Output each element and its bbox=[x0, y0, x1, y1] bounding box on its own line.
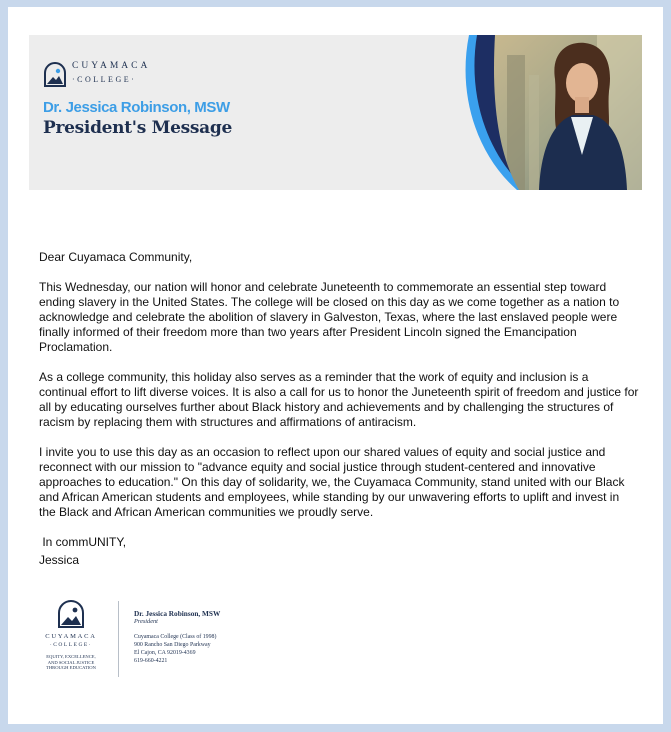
signature-role: President bbox=[134, 618, 158, 625]
banner-title: President's Message bbox=[43, 118, 232, 138]
signature-logo-subtitle: ·COLLEGE· bbox=[49, 642, 93, 648]
signature-tagline bbox=[32, 654, 110, 671]
letter-body bbox=[39, 250, 639, 583]
tagline-line: AND SOCIAL JUSTICE bbox=[47, 659, 95, 665]
paragraph-2: As a college community, this holiday also serves as a reminder that the work of equity and inclusion is a continual effort to lift diverse voices. It is also a call for us to honor the Juneteenth spirit of freedom and justice for all by educating ourselves further about Black history and achievements and by challenging the structures of racism by replacing them with structures and affirmations of antiracism. bbox=[39, 370, 639, 429]
closing-text: In commUNITY, bbox=[42, 535, 127, 549]
greeting: Dear Cuyamaca Community, bbox=[39, 250, 193, 264]
signature-name: Dr. Jessica Robinson, MSW bbox=[134, 609, 221, 618]
signature-line: 900 Rancho San Diego Parkway bbox=[134, 642, 211, 648]
header-banner bbox=[29, 35, 642, 190]
email-signature bbox=[32, 599, 272, 679]
signature-info bbox=[134, 609, 274, 665]
college-logo-icon bbox=[49, 599, 93, 629]
tagline-line: THROUGH EDUCATION bbox=[46, 665, 96, 671]
paragraph-3: I invite you to use this day as an occasion to reflect upon our shared values of equity and social justice and reconnect with our mission to "advance equity and social justice through student-centered and innovative approaches to education." On this day of solidarity, we, the Cuyamaca Community, stand united with our Black and African American students and employees, while standing by our unwavering efforts to uplift and invest in the Black and African American communities we proudly serve. bbox=[39, 445, 625, 519]
signature-divider bbox=[118, 601, 119, 677]
signoff: Jessica bbox=[39, 553, 80, 567]
tagline-line: EQUITY, EXCELLENCE, bbox=[46, 654, 96, 659]
email-card bbox=[8, 7, 663, 724]
signature-phone[interactable]: 619-660-4221 bbox=[134, 658, 168, 664]
president-photo bbox=[447, 35, 642, 190]
signature-line: El Cajon, CA 92019-4369 bbox=[134, 650, 196, 656]
logo-subtitle: ·COLLEGE· bbox=[72, 75, 137, 84]
paragraph-1: This Wednesday, our nation will honor and celebrate Juneteenth to commemorate an essential step toward ending slavery in the United States. The college will be closed on this day as we come together as a nation to acknowledge and celebrate the abolition of slavery in Galveston, Texas, where the last enslaved people were finally informed of their freedom more than two years after President Lincoln signed the Emancipation Proclamation. bbox=[39, 280, 620, 354]
banner-president-name: Dr. Jessica Robinson, MSW bbox=[43, 99, 230, 116]
signature-logo-wordmark: CUYAMACA bbox=[45, 633, 97, 640]
signature-line: Cuyamaca College (Class of 1998) bbox=[134, 634, 217, 640]
closing bbox=[39, 535, 639, 550]
logo-wordmark: CUYAMACA bbox=[72, 61, 151, 71]
college-logo-icon bbox=[43, 62, 67, 88]
